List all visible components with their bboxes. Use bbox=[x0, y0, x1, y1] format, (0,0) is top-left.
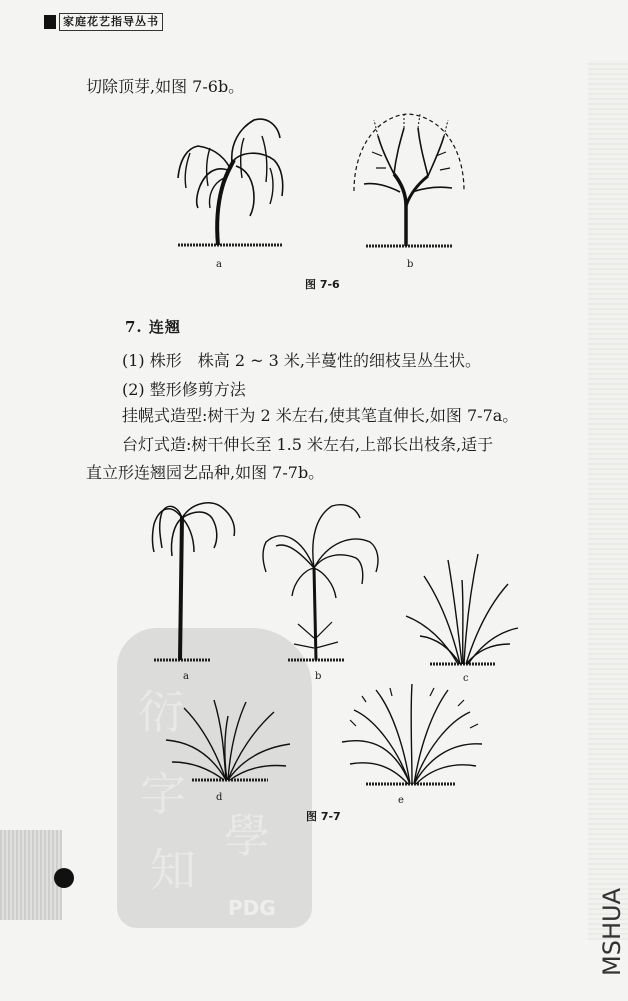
stamp-glyph-3-icon: 知 bbox=[150, 843, 196, 897]
figure-7-7a-hanging-form bbox=[148, 496, 243, 666]
figure-7-7e-dome-bush bbox=[336, 680, 486, 790]
figure-7-7b-lamp-form bbox=[258, 498, 383, 668]
section-title: 7. 连翘 bbox=[125, 318, 181, 336]
header-title: 家庭花艺指导丛书 bbox=[59, 13, 163, 31]
scan-noise bbox=[588, 60, 628, 940]
paragraph-lamp-style-line2: 直立形连翘园艺品种,如图 7-7b。 bbox=[86, 463, 325, 482]
stamp-glyph-4-icon: 學 bbox=[224, 809, 270, 863]
intro-line: 切除顶芽,如图 7-6b。 bbox=[86, 77, 245, 96]
figure-7-6a-weeping-tree bbox=[170, 108, 290, 253]
figure-7-7b-label: b bbox=[315, 671, 322, 682]
scan-dot-icon bbox=[54, 868, 74, 888]
watermark-pdg: PDG bbox=[228, 896, 276, 920]
figure-7-6b-label: b bbox=[407, 259, 414, 270]
paragraph-hanging-style: 挂幌式造型:树干为 2 米左右,使其笔直伸长,如图 7-7a。 bbox=[122, 406, 519, 425]
paragraph-lamp-style-line1: 台灯式造:树干伸长至 1.5 米左右,上部长出枝条,适于 bbox=[122, 435, 494, 454]
figure-7-7c-label: c bbox=[463, 673, 469, 684]
figure-7-7a-label: a bbox=[183, 671, 189, 682]
figure-7-7e-label: e bbox=[398, 795, 404, 806]
figure-7-7c-bush-form bbox=[400, 540, 525, 670]
paragraph-pruning-heading: (2) 整形修剪方法 bbox=[122, 380, 246, 399]
figure-7-7d-label: d bbox=[216, 792, 223, 803]
running-header bbox=[44, 12, 163, 32]
header-block-icon bbox=[44, 15, 56, 29]
figure-7-7-caption: 图 7-7 bbox=[306, 810, 341, 823]
figure-7-6b-pruned-tree bbox=[348, 106, 470, 251]
stamp-glyph-2-icon: 字 bbox=[140, 767, 186, 821]
figure-7-6-caption: 图 7-6 bbox=[305, 278, 340, 291]
stamp-glyph-1-icon: 衍 bbox=[138, 685, 184, 739]
side-watermark: MSHUA bbox=[598, 888, 626, 976]
paragraph-plant-shape: (1) 株形 株高 2 ~ 3 米,半蔓性的细枝呈丛生状。 bbox=[122, 351, 481, 370]
figure-7-7d-fountain-bush bbox=[162, 696, 294, 786]
figure-7-6a-label: a bbox=[216, 259, 222, 270]
scan-corner-noise bbox=[0, 830, 62, 920]
